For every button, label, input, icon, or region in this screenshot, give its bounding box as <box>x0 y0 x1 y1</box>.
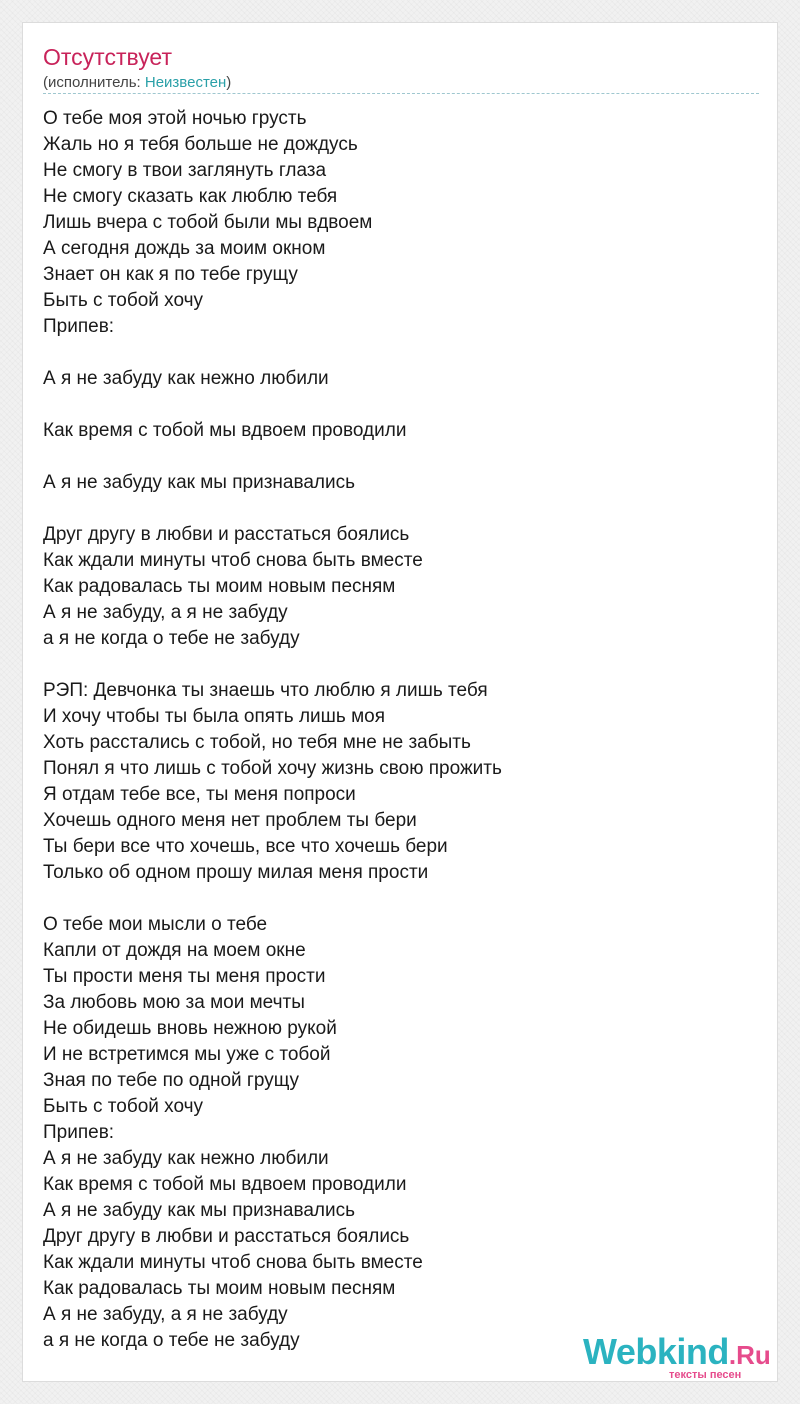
site-logo[interactable] <box>583 1331 775 1381</box>
lyric-line: Только об одном прошу милая меня прости <box>43 862 429 883</box>
lyric-line: Хоть расстались с тобой, но тебя мне не забыть <box>43 732 471 753</box>
lyric-line: Я отдам тебе все, ты меня попроси <box>43 784 356 805</box>
lyric-line: РЭП: Девчонка ты знаешь что люблю я лишь тебя <box>43 680 488 701</box>
lyric-line: Ты бери все что хочешь, все что хочешь бери <box>43 836 448 857</box>
lyric-line: Понял я что лишь с тобой хочу жизнь свою прожить <box>43 758 502 779</box>
title-divider <box>43 93 759 94</box>
lyric-line: А я не забуду, а я не забуду <box>43 1304 288 1325</box>
lyric-line: А я не забуду как мы признавались <box>43 472 356 493</box>
performer-suffix: ) <box>226 74 232 91</box>
lyric-line: Припев: <box>43 1122 115 1143</box>
performer-line <box>43 73 231 93</box>
lyric-line: Быть с тобой хочу <box>43 1096 204 1117</box>
lyrics-card <box>22 22 778 1382</box>
lyric-line: Не смогу в твои заглянуть глаза <box>43 160 327 181</box>
performer-link[interactable]: Неизвестен <box>144 74 227 91</box>
lyric-line: Как время с тобой мы вдвоем проводили <box>43 420 407 441</box>
lyric-blank-line <box>43 340 759 366</box>
lyric-line: А сегодня дождь за моим окном <box>43 238 326 259</box>
lyric-line: А я не забуду как нежно любили <box>43 1148 329 1169</box>
logo-tld: .Ru <box>728 1340 771 1370</box>
lyric-line: Друг другу в любви и расстаться боялись <box>43 524 410 545</box>
lyric-blank-line <box>43 496 759 522</box>
lyric-blank-line <box>43 886 759 912</box>
lyric-line: а я не когда о тебе не забуду <box>43 1330 300 1351</box>
lyric-line: Как радовалась ты моим новым песням <box>43 576 396 597</box>
lyric-line: А я не забуду, а я не забуду <box>43 602 288 623</box>
lyric-blank-line <box>43 392 759 418</box>
lyric-line: Хочешь одного меня нет проблем ты бери <box>43 810 417 831</box>
lyric-line: Как ждали минуты чтоб снова быть вместе <box>43 1252 423 1273</box>
lyric-line: О тебе моя этой ночью грусть <box>43 108 307 129</box>
lyric-line: А я не забуду как мы признавались <box>43 1200 356 1221</box>
lyric-line: О тебе мои мысли о тебе <box>43 914 268 935</box>
lyric-line: И не встретимся мы уже с тобой <box>43 1044 331 1065</box>
lyric-line: Не обидешь вновь нежною рукой <box>43 1018 337 1039</box>
logo-name: Webkind <box>583 1331 729 1372</box>
lyric-line: Капли от дождя на моем окне <box>43 940 306 961</box>
lyric-line: Знает он как я по тебе грущу <box>43 264 298 285</box>
lyric-line: Как ждали минуты чтоб снова быть вместе <box>43 550 423 571</box>
song-title: Отсутствует <box>43 44 172 70</box>
lyric-line: Как радовалась ты моим новым песням <box>43 1278 396 1299</box>
lyric-line: Жаль но я тебя больше не дождусь <box>43 134 358 155</box>
lyric-line: Не смогу сказать как люблю тебя <box>43 186 338 207</box>
lyric-line: а я не когда о тебе не забуду <box>43 628 300 649</box>
lyric-line: За любовь мою за мои мечты <box>43 992 305 1013</box>
lyrics-body <box>43 106 759 1354</box>
lyric-blank-line <box>43 652 759 678</box>
lyric-blank-line <box>43 444 759 470</box>
lyric-line: Припев: <box>43 316 115 337</box>
lyric-line: Как время с тобой мы вдвоем проводили <box>43 1174 407 1195</box>
lyric-line: Ты прости меня ты меня прости <box>43 966 326 987</box>
performer-prefix: (исполнитель: <box>43 74 145 91</box>
logo-tagline: тексты песен <box>669 1369 742 1381</box>
lyric-line: Зная по тебе по одной грущу <box>43 1070 300 1091</box>
lyric-line: Лишь вчера с тобой были мы вдвоем <box>43 212 373 233</box>
lyric-line: И хочу чтобы ты была опять лишь моя <box>43 706 385 727</box>
lyric-line: Быть с тобой хочу <box>43 290 204 311</box>
lyric-line: А я не забуду как нежно любили <box>43 368 329 389</box>
lyric-line: Друг другу в любви и расстаться боялись <box>43 1226 410 1247</box>
